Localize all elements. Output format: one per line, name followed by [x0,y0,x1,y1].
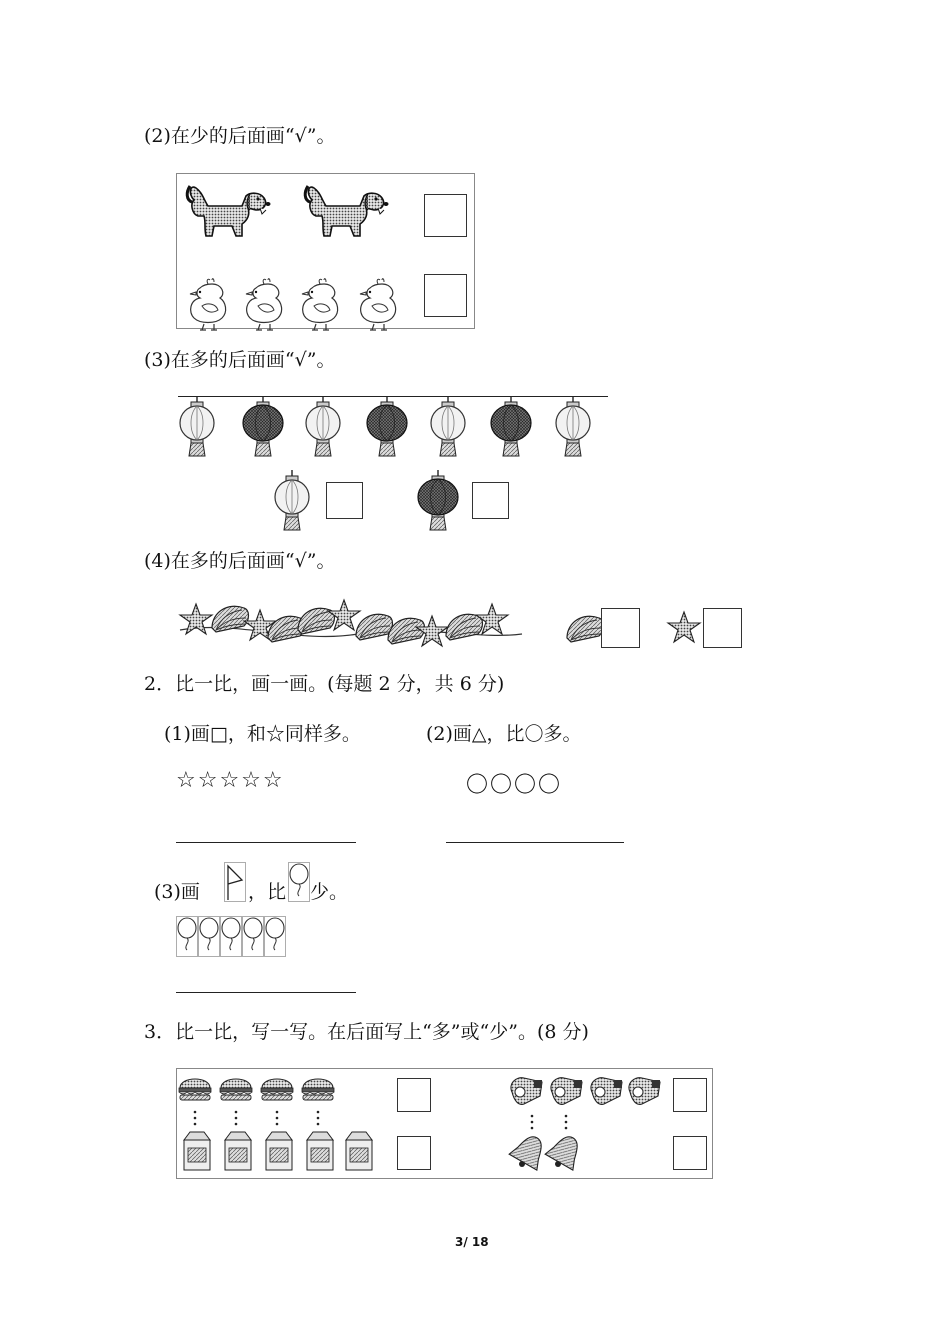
section3-heading: 3．比一比，写一写。在后面写上“多”或“少”。(8 分) [144,1021,589,1043]
answer-box-dark-lanterns[interactable] [472,482,509,519]
dog-icon [302,180,402,242]
shell-icon [565,610,605,644]
sub2-instruction: (2)画△，比〇多。 [426,723,582,745]
answer-box-burgers[interactable] [397,1078,431,1112]
chick-icon [298,278,343,332]
shell-icon [212,606,249,632]
answer-box-starfish[interactable] [703,608,742,648]
lantern-dark-icon [367,396,409,458]
milk-carton-icon [346,1132,372,1170]
answer-box-shells[interactable] [601,608,640,648]
chick-icon [186,278,231,332]
answer-line-sub1[interactable] [176,842,356,843]
balloon-row [176,916,286,958]
balloon-icon [221,917,242,957]
burger-icon [220,1079,252,1100]
section2-heading: 2．比一比，画一画。(每题 2 分，共 6 分) [144,673,505,695]
sub3-prefix: (3)画 [154,881,200,903]
circle-row: 〇〇〇〇 [466,773,563,798]
starfish-icon [328,600,360,630]
balloon-icon [199,917,220,957]
whistle-icon [551,1078,582,1105]
answer-line-sub2[interactable] [446,842,624,843]
seashell-garland [178,598,523,648]
balloon-icon [288,862,310,902]
lantern-dark-icon [243,396,285,458]
star-row: ☆☆☆☆☆ [176,768,285,793]
milk-carton-icon [266,1132,292,1170]
burger-icon [261,1079,293,1100]
whistle-bell-group [508,1074,668,1174]
chick-icon [356,278,401,332]
whistle-icon [511,1078,542,1105]
whistle-icon [629,1078,660,1105]
sub3-middle: ，比 [248,881,287,903]
instruction-q3: (3)在多的后面画“√”。 [144,349,336,371]
flag-icon [224,862,246,902]
sub1-instruction: (1)画□，和☆同样多。 [164,723,361,745]
bell-icon [509,1130,551,1170]
sub3-suffix: 少。 [310,881,349,903]
shell-icon [446,614,483,640]
bell-icon [545,1130,587,1170]
milk-carton-icon [307,1132,333,1170]
answer-box-whistles[interactable] [673,1078,707,1112]
lantern-dark-icon [491,396,533,458]
whistle-icon [591,1078,622,1105]
answer-box-chicks[interactable] [424,274,467,317]
answer-box-dogs[interactable] [424,194,467,237]
starfish-icon [668,612,702,644]
lantern-dark-icon [418,470,460,532]
answer-box-milk[interactable] [397,1136,431,1170]
balloon-icon [243,917,264,957]
burger-milk-group [178,1074,358,1174]
shell-icon [356,614,393,640]
lantern-light-icon [272,470,312,532]
lantern-light-icon [303,396,343,458]
answer-line-sub3[interactable] [176,992,356,993]
answer-box-bells[interactable] [673,1136,707,1170]
instruction-q2: (2)在少的后面画“√”。 [144,125,336,147]
milk-carton-icon [225,1132,251,1170]
milk-carton-icon [184,1132,210,1170]
answer-box-light-lanterns[interactable] [326,482,363,519]
burger-icon [302,1079,334,1100]
page-number: 3/ 18 [455,1235,489,1249]
shell-icon [388,618,425,644]
balloon-icon [177,917,198,957]
burger-icon [179,1079,211,1100]
chick-icon [242,278,287,332]
instruction-q4: (4)在多的后面画“√”。 [144,550,336,572]
balloon-icon [265,917,286,957]
lantern-light-icon [553,396,593,458]
dog-icon [184,180,284,242]
lantern-light-icon [428,396,468,458]
lantern-light-icon [177,396,217,458]
